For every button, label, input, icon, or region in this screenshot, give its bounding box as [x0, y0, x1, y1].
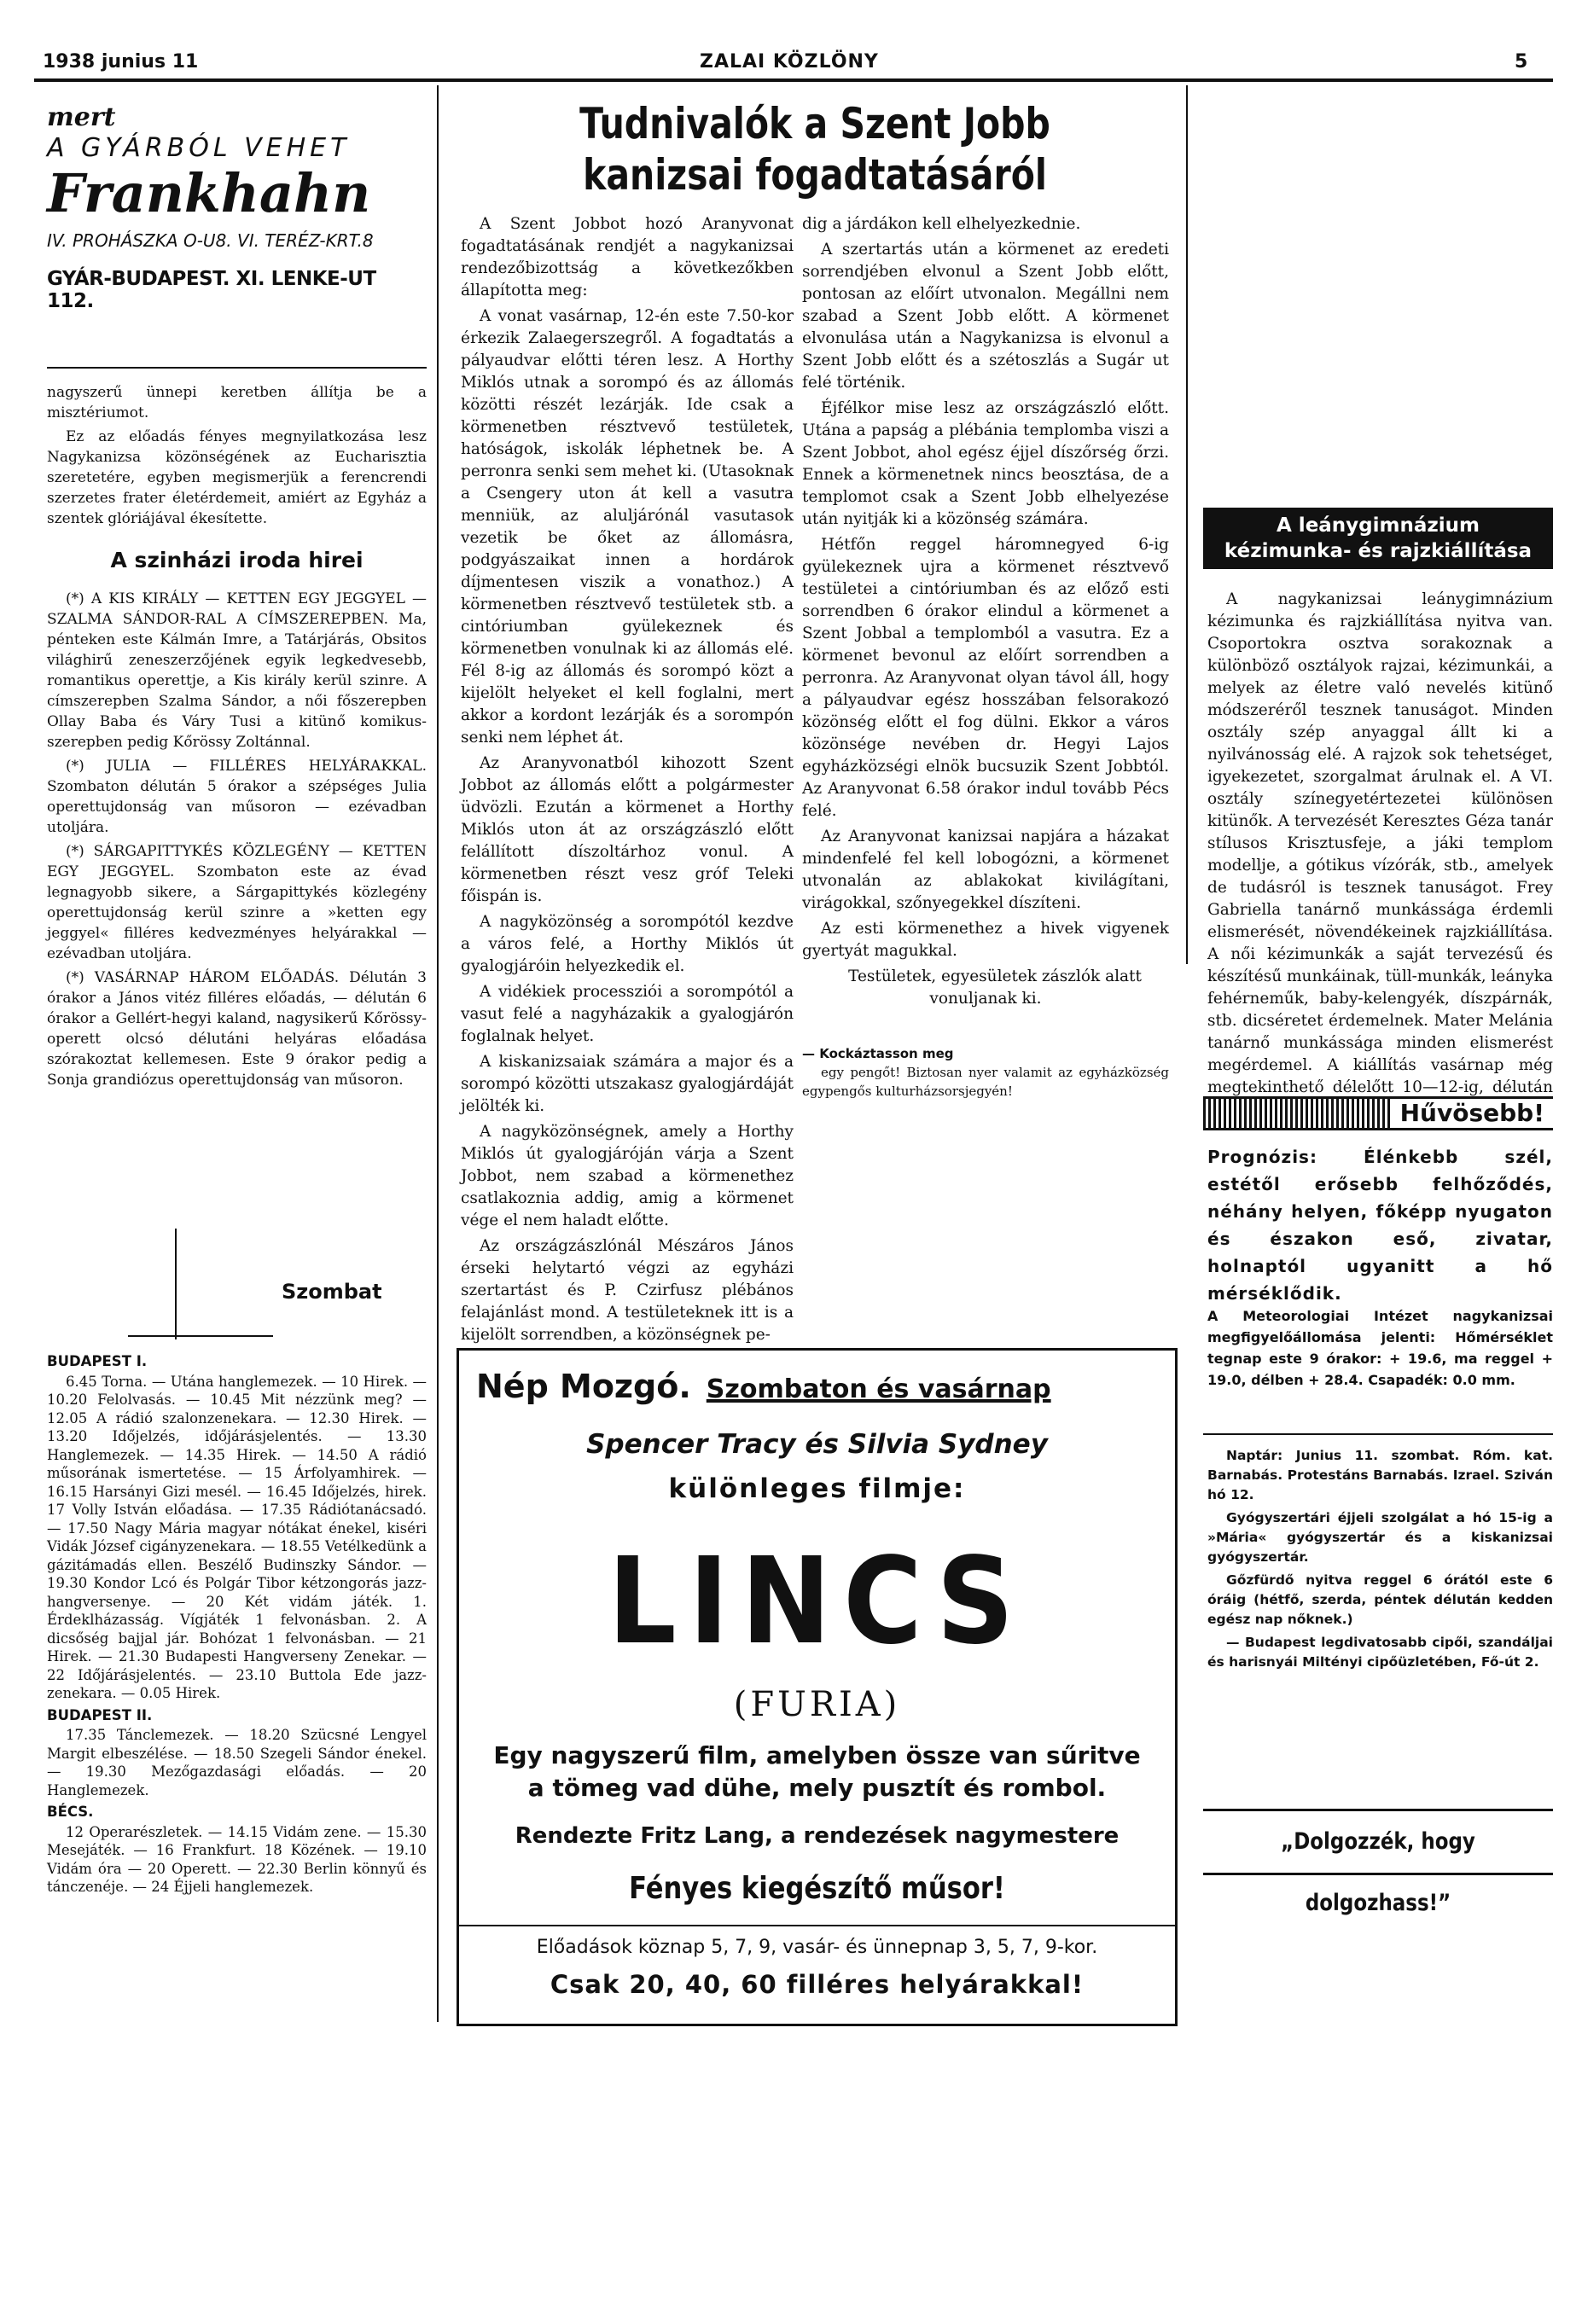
info-block	[1207, 1446, 1553, 1676]
left-column-intro	[47, 382, 427, 532]
weather-rule	[1203, 1433, 1553, 1435]
cinema-stars: Spencer Tracy és Silvia Sydney	[586, 1429, 1048, 1460]
ad-line1: A GYÁRBÓL VEHET	[47, 133, 351, 163]
article-c1-p1: A Szent Jobbot hozó Aranyvonat fogadtatásának rendjét a nagykanizsai rendezőbizottság a következőkben állapította meg:	[461, 215, 794, 299]
cinema-ad	[457, 1348, 1178, 2026]
girls-exhibition-text: A nagykanizsai leánygimnázium kézimunka és rajzkiállítása nyitva van. Csoportokra osztva sorakoznak a különböző osztályok rajzai, kézimunkái, a melyek az életre való nevelés kitünő módszeréről tesznek tanuságot. Minden osztály szép anyaggal állt ki a nyilvánosság elé. A rajzok sok tehetséget, igyekezetet, szorgalmat árulnak el. A VI. osztály színegyetértezetei különösen kitünők. A tervezését Keresztes Géza tanár stílusos Krisztusfeje, a jáki templom modellje, a gótikus vízórák, stb., amelyek de tudásról is tesznek tanuságot. Frey Gabriella tanárnő munkássága érdemli elismerését, növendékeinek rajzkiállítása. A női kézimunkák a saját tervezésű és készítésű munkáinak, tüll-munkák, leányka fehérneműk, baby-kelengyék, díszpárnák, stb. dicséretet érdemelnek. Mater Melánia tanárnő munkássága minden elismerést megérdemel. A kiállítás vasárnap még megtekinthető délelőtt 10—12-ig, délután	[1207, 590, 1553, 1096]
article-c2-p3: Éjfélkor mise lesz az országzászló előtt. Utána a papság a plébánia templomba viszi a Szent Jobbot, ahol egész éjjel díszőrség őrzi. Ennek a körmenetnek nincs beosztása, de a templomot csak a Szent Jobb elhelyezése után nyitják ki a közönség számára.	[802, 399, 1169, 528]
radio-station-bp2: BUDAPEST II.	[47, 1706, 153, 1723]
cinema-times: Előadások köznap 5, 7, 9, vasár- és ünnepnap 3, 5, 7, 9-kor.	[536, 1937, 1098, 1958]
theater-item-4: (*) VASÁRNAP HÁROM ELŐADÁS. Délután 3 órakor a János vitéz filléres előadás, — délután 6 órakor a Gellért-hegyi kaland, nagysikerű Kőrössy-operett olcsó délutáni helyáras előadása szórakoztat kellemesen. Este 9 órakor pedig a Sonja grandiózus operettujdonság van műsoron.	[47, 969, 427, 1089]
article-c1-p8: Az országzászlónál Mészáros János érseki helytartó végzi az egyházi szertartást és P. Czirfusz plébános felajánlást mond. A testületeknek itt is a kijelölt sorrendben, a közönségnek pe-	[461, 1237, 794, 1344]
girls-exhibition-title-box	[1203, 508, 1553, 569]
shoe-ad-entry: — Budapest legdivatosabb cipői, szandáljai és harisnyái Miltényi cipőüzletében, Fő-út 2.	[1207, 1635, 1553, 1670]
frankhahn-ad	[47, 102, 422, 358]
weather-title: Hűvösebb!	[1392, 1099, 1553, 1128]
article-c1-p3: Az Aranyvonatból kihozott Szent Jobbot az állomás előtt a polgármester üdvözli. Ezután a körmenet a Horthy Miklós uton át az országzászló előtt felállított díszoltárhoz vonul. A körmenetben részt vesz gróf Teleki főispán is.	[461, 754, 794, 905]
theater-news-body	[47, 589, 427, 1094]
ad-script-top: mert	[47, 102, 116, 132]
cinema-director: Rendezte Fritz Lang, a rendezések nagymestere	[515, 1823, 1120, 1849]
article-title: Tudnivalók a Szent Jobb kanizsai fogadtatásáról	[579, 99, 1050, 200]
header-page-number: 5	[1515, 51, 1528, 73]
cinema-when: Szombaton és vasárnap	[706, 1374, 1051, 1404]
cinema-film-type: különleges filmje:	[668, 1473, 966, 1504]
calendar-entry: Naptár: Junius 11. szombat. Róm. kat. Barnabás. Protestáns Barnabás. Izrael. Sziván hó 12.	[1207, 1448, 1553, 1502]
article-c2-p7: Testületek, egyesületek zászlók alatt vonuljanak ki.	[848, 967, 1142, 1008]
column-divider-1	[437, 85, 439, 2022]
theater-item-2: (*) JULIA — FILLÉRES HELYÁRAKKAL. Szombaton délután 5 órakor a szépséges Julia operettujdonság van műsoron — ezévadban utoljára.	[47, 758, 427, 836]
header-rule	[34, 78, 1553, 82]
notice-title: — Kockáztasson meg	[802, 1046, 954, 1061]
cinema-extra: Fényes kiegészítő műsor!	[629, 1871, 1005, 1906]
article-c1-p4: A nagyközönség a sorompótól kezdve a város felé, a Horthy Miklós út gyalogjáróin helyezkedik el.	[461, 913, 794, 975]
theater-item-1: (*) A KIS KIRÁLY — KETTEN EGY JEGGYEL — SZALMA SÁNDOR-RAL A CÍMSZEREPBEN. Ma, pénteken este Kálmán Imre, a Tatárjárás, Obsitos világhirű zeneszerzőjének egyik legkedvesebb, romantikus operettje, a Kis király kerül szinre. A címszerepben Szalma Sándor, a női főszerepben Ollay Baba és Váry Tusi a kitünő komikus-szerepben pedig Kőrössy Zoltánnal.	[47, 590, 427, 751]
article-c1-p2: A vonat vasárnap, 12-én este 7.50-kor érkezik Zalaegerszegről. A fogadtatás a pályaudvar előtti téren lesz. A Horthy Miklós utnak a sorompó és az állomás közötti részét lezárják. Ide csak a körmenetben résztvevő testületek, hatóságok, iskolák léphetnek be. A perronra senki sem mehet ki. (Utasoknak a Csengery uton át kell a vasutra menniük, az aluljárónál vasutasok vezetik be őket az állomásra, podgyászaikat innen a hordárok díjmentesen viszik a vonathoz.) A körmenetben résztvevő testületek stb. a cintóriumban gyülekeznek és körmenetben vonulnak ki az állomás elé. Fél 8-ig az állomás és sorompó közt a kijelölt helyeket el kell foglalni, mert akkor a kordont lezárják és a sorompón senki nem léphet át.	[461, 307, 794, 747]
radio-becs-schedule: 12 Operarészletek. — 14.15 Vidám zene. — 15.30 Mesejáték. — 16 Frankfurt. 18 Közének. — 19.10 Vidám óra — 20 Operett. — 22.30 Berlin könnyű és tánczenéje. — 24 Éjjeli hanglemezek.	[47, 1823, 427, 1895]
article-column-1	[461, 213, 794, 1350]
theater-news-title: A szinházi iroda hirei	[110, 548, 364, 572]
cinema-name: Nép Mozgó.	[476, 1368, 691, 1405]
intro-paragraph: nagyszerű ünnepi keretben állítja be a misztériumot.	[47, 384, 427, 421]
article-c1-p5: A vidékiek processziói a sorompótól a vasut felé a nagyházakik a gyalogjárón foglalnak helyet.	[461, 983, 794, 1045]
notice-text: egy pengőt! Biztosan nyer valamit az egyházközség egypengős kulturházsorsjegyén!	[802, 1065, 1169, 1099]
header-date: 1938 junius 11	[43, 51, 199, 73]
girls-exhibition-title: A leánygimnázium kézimunka- és rajzkiállítása	[1224, 514, 1533, 562]
cinema-description: Egy nagyszerű film, amelyben össze van sűritve a tömeg vad dühe, mely pusztít és rombol.	[493, 1741, 1141, 1802]
radio-bp1-schedule: 6.45 Torna. — Utána hanglemezek. — 10 Hirek. — 10.20 Felolvasás. — 10.45 Mit nézzünk meg? — 12.05 A rádió szalonzenekara. — 12.30 Hirek. — 13.20 Időjelzés, időjárásjelentés. — 13.30 Hanglemezek. — 14.35 Hirek. — 14.50 A rádió műsorának ismertetése. — 15 Árfolyamhirek. — 16.15 Harsányi Gizi mesél. — 16.45 Időjelzés, hirek. 17 Volly István előadása. — 17.35 Rádiótanácsadó. — 17.50 Nagy Mária magyar nótákat énekel, kiséri Vidák József cigányzenekara. — 18.55 Vetélkedünk a gázitámadás ellen. Beszélő Budinszky Sándor. — 19.30 Kondor Lcó és Polgár Tibor kétzongorás jazz-hangversenye. — 20 Két vidám játék. 1. Érdeklházasság. Vígjáték 1 felvonásban. 2. A dicsőség bajjal jár. Bohózat 1 felvonásban. — 21 Hirek. — 21.30 Budapesti Hangverseny Zenekar. — 22 Időjárásjelentés. — 23.10 Buttola Ede jazz-zenekara. — 0.05 Hirek.	[47, 1373, 427, 1701]
column-divider-2	[1186, 85, 1188, 964]
cinema-film-subtitle: (FURIA)	[733, 1685, 901, 1724]
weather-report: A Meteorologiai Intézet nagykanizsai megfigyelőállomása jelenti: Hőmérséklet tegnap este 9 órakor: + 19.6, ma reggel + 19.0, délben + 28.4. Csapadék: 0.0 mm.	[1207, 1308, 1553, 1388]
slogan-box	[1203, 1809, 1553, 1916]
ad-factory: GYÁR-BUDAPEST. XI. LENKE-UT 112.	[47, 268, 376, 312]
radio-divider-vertical	[175, 1229, 177, 1339]
cinema-film-title: LINCS	[608, 1532, 1027, 1671]
article-c2-p4: Hétfőn reggel háromnegyed 6-ig gyülekeznek ujra a körmenet résztvevő testületei a cintóriumban és az előző esti sorrendben 6 órakor elindul a körmenet a Szent Jobbal a templomból a vasutra. Ez a körmenet bevonul az előírt sorrendben a perronra. Az Aranyvonat olyan távol áll, hogy a pályaudvar egész hosszában felsorakozó közönség előtt el fog dülni. Ekkor a város közönsége nevében dr. Hegyi Lajos egyházközségi elnök bucsuzik Szent Jobbtól. Az Aranyvonat 6.58 órakor indul tovább Pécs felé.	[802, 536, 1169, 820]
article-c1-p6: A kiskanizsaiak számára a major és a sorompó közötti utszakasz gyalogjárdáját jelölték ki.	[461, 1053, 794, 1115]
cinema-inner-rule	[459, 1925, 1175, 1926]
article-c2-p6: Az esti körmenethez a hivek vigyenek gyertyát magukkal.	[802, 920, 1169, 960]
radio-program	[47, 1352, 427, 1900]
cinema-prices: Csak 20, 40, 60 filléres helyárakkal!	[550, 1970, 1085, 1999]
slogan-text: „Dolgozzék, hogy dolgozhass!”	[1281, 1828, 1475, 1916]
radio-station-becs: BÉCS.	[47, 1804, 94, 1820]
article-c2-p5: Az Aranyvonat kanizsai napjára a házakat mindenfelé fel kell lobogózni, a körmenet utvonalán az ablakokat kivilágítani, virágokkal, szőnyegekkel díszíteni.	[802, 828, 1169, 912]
ad-address: IV. PROHÁSZKA O-U8. VI. TERÉZ-KRT.8	[47, 230, 374, 251]
radio-divider-horizontal	[128, 1335, 273, 1337]
radio-station-bp1: BUDAPEST I.	[47, 1353, 148, 1369]
notice-block	[802, 1044, 1169, 1101]
weather-forecast: Prognózis: Élénkebb szél, estétől erősebb felhőződés, néhány helyen, főképp nyugaton és északon eső, zivatar, holnaptól ugyanitt a hő mérséklődik.	[1207, 1147, 1553, 1304]
radio-bp2-schedule: 17.35 Tánclemezek. — 18.20 Szücsné Lengyel Margit elbeszélése. — 18.50 Szegeli Sándor énekel. — 19.30 Mezőgazdasági előadás. — 20 Hanglemezek.	[47, 1727, 427, 1798]
theater-item-3: (*) SÁRGAPITTYKÉS KÖZLEGÉNY — KETTEN EGY JEGGYEL. Szombaton este az évad legnagyobb sikere, a Sárgapittykés közlegény operettujdonság kerül szinre a »ketten egy jeggyel« filléres kedvezményes helyárakkal — ezévadban utoljára.	[47, 843, 427, 962]
article-c2-p1: dig a járdákon kell elhelyezkednie.	[802, 215, 1081, 233]
radio-day: Szombat	[282, 1280, 382, 1304]
weather-title-box	[1203, 1096, 1553, 1130]
header-paper-name: ZALAI KÖZLÖNY	[700, 51, 879, 73]
ad-brand: Frankhahn	[47, 162, 371, 224]
intro-paragraph-2: Ez az előadás fényes megnyilatkozása lesz Nagykanizsa közönségének az Eucharisztia szeretetére, egyben megismerjük a ferencrendi szerzetes frater életérdemeit, amiért az Egyház a szentek glóriájával ékesítette.	[47, 428, 427, 527]
cinema-header-row	[459, 1351, 1175, 1405]
article-column-2	[802, 213, 1169, 1101]
article-c1-p7: A nagyközönségnek, amely a Horthy Miklós út gyalogjáróján várja a Szent Jobbot, nem szabad a körmenethez csatlakoznia addig, amig a körmenet vége el nem haladt előtte.	[461, 1123, 794, 1229]
pharmacy-entry: Gyógyszertári éjjeli szolgálat a hó 15-ig a »Mária« gyógyszertár és a kiskanizsai gyógyszertár.	[1207, 1510, 1553, 1565]
bath-entry: Gőzfürdő nyitva reggel 6 órától este 6 óráig (hétfő, szerda, péntek délután kedden egész nap nőknek.)	[1207, 1572, 1553, 1627]
article-c2-p2: A szertartás után a körmenet az eredeti sorrendjében elvonul a Szent Jobb előtt, pontosan az előírt utvonalon. Megállni nem szabad a Szent Jobb előtt. A körmenet elvonulása után a Nagykanizsa is elvonul a Szent Jobb előtt és a szétoszlás a Sugár ut felé történik.	[802, 241, 1169, 392]
ad-bottom-rule	[47, 367, 427, 369]
